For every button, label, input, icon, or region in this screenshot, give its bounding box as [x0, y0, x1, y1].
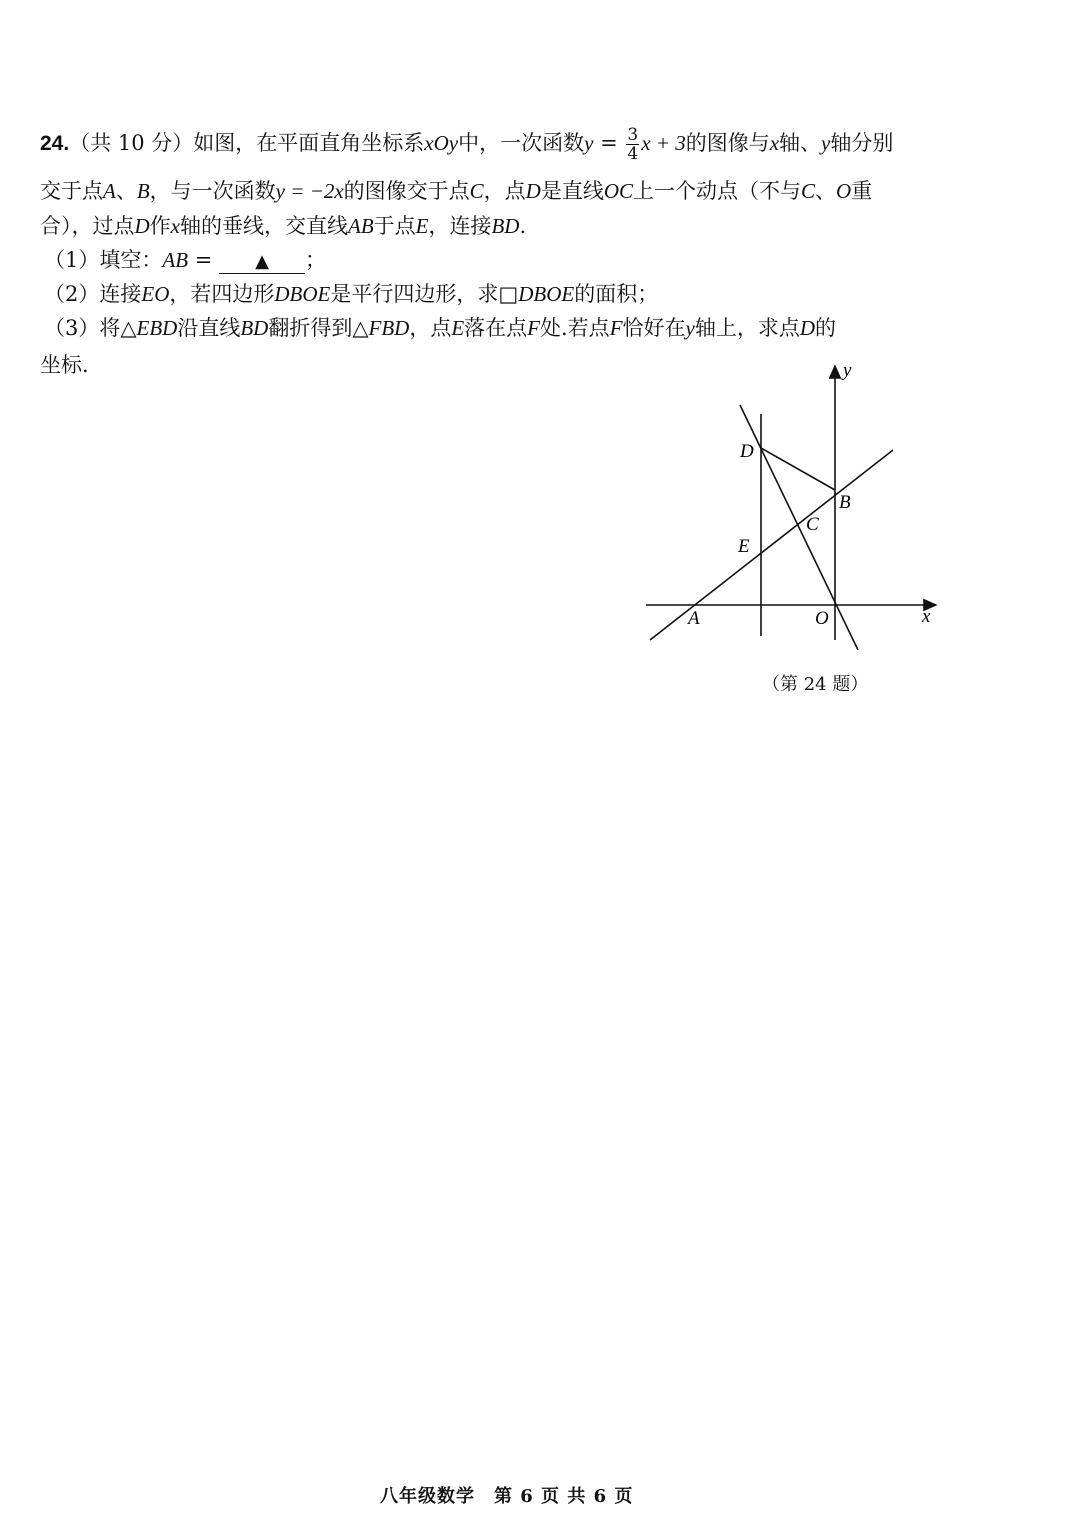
fraction-denominator: 4	[627, 144, 639, 164]
text: 的图像交于点	[343, 179, 470, 203]
expression-tail: x + 3	[641, 131, 686, 155]
label-E: E	[738, 536, 750, 557]
text: .	[519, 214, 527, 238]
question-line-2	[40, 176, 872, 206]
part-1	[44, 245, 326, 275]
label-x: x	[922, 606, 931, 627]
part-2	[44, 279, 658, 309]
text: 是平行四边形，求	[330, 282, 499, 306]
part-2-label: （2）连接	[44, 282, 142, 306]
text: 沿直线	[177, 316, 241, 340]
coordinate-figure	[640, 360, 950, 650]
equals: =	[593, 131, 625, 155]
part-3	[44, 313, 836, 343]
point-D: D	[525, 179, 541, 203]
text: 的面积；	[574, 282, 659, 306]
label-B: B	[839, 492, 851, 513]
label-C: C	[806, 514, 819, 535]
label-A: A	[688, 608, 700, 629]
text: 轴的垂线，交直线	[180, 214, 348, 238]
question-line-3	[40, 211, 526, 241]
point-F: F	[527, 316, 540, 340]
figure-caption: （第 24 题）	[762, 674, 869, 695]
text: 是直线	[540, 179, 604, 203]
part-3-continued	[40, 350, 89, 380]
line-OC: OC	[603, 179, 634, 203]
text: 坐标.	[40, 353, 89, 377]
text: 交于点	[40, 179, 103, 203]
point-D: D	[134, 214, 150, 238]
fraction	[626, 126, 639, 163]
text: 的图像与	[685, 131, 770, 155]
point-E: E	[415, 214, 429, 238]
part-1-label: （1）填空：	[44, 248, 163, 272]
text: 合），过点	[40, 214, 135, 238]
text: 落在点	[464, 316, 528, 340]
var-y: y	[584, 131, 594, 155]
line-AB	[650, 450, 893, 640]
answer-blank	[219, 249, 305, 274]
point-B: B	[136, 179, 150, 203]
text: 轴上，求点	[694, 316, 800, 340]
text: ，若四边形	[169, 282, 275, 306]
question-number: 24.	[40, 132, 70, 155]
text: 轴分别	[830, 131, 894, 155]
function-expression: y = −2x	[275, 179, 344, 203]
line-BD: BD	[240, 316, 269, 340]
text: ，点	[409, 316, 452, 340]
var-y: y	[685, 316, 695, 340]
segment-EO: EO	[141, 282, 170, 306]
segment-AB: AB	[162, 248, 189, 272]
quadrilateral-DBOE: DBOE	[518, 282, 575, 306]
triangle-FBD: △FBD	[352, 316, 410, 340]
text: 的	[815, 316, 837, 340]
var-x: x	[769, 131, 780, 155]
text: 上一个动点（不与	[633, 179, 802, 203]
text: 翻折得到	[268, 316, 353, 340]
part-3-label: （3）将	[44, 316, 121, 340]
point-A: A	[103, 179, 116, 203]
coordinate-system: xOy	[424, 131, 459, 155]
label-D: D	[740, 441, 754, 462]
point-D: D	[799, 316, 816, 340]
question-score: （共 10 分）	[69, 131, 194, 155]
text: 于点	[373, 214, 416, 238]
point-E: E	[451, 316, 465, 340]
quadrilateral-DBOE: DBOE	[274, 282, 331, 306]
text: 、	[115, 179, 137, 203]
fraction-numerator: 3	[627, 125, 639, 145]
text: 重	[851, 179, 873, 203]
var-x: x	[170, 214, 180, 238]
text: 处.若点	[540, 316, 610, 340]
text: ，连接	[428, 214, 492, 238]
text: 中，一次函数	[458, 131, 585, 155]
text: 轴、	[779, 131, 822, 155]
text: 如图，在平面直角坐标系	[193, 131, 425, 155]
text: ，点	[483, 179, 526, 203]
line-AB: AB	[348, 214, 374, 238]
point-F: F	[609, 316, 623, 340]
text: 作	[149, 214, 171, 238]
text: ，与一次函数	[149, 179, 276, 203]
text: ；	[304, 248, 326, 272]
point-C: C	[801, 179, 816, 203]
triangle-EBD: △EBD	[120, 316, 178, 340]
label-O: O	[815, 608, 829, 629]
text: 、	[815, 179, 837, 203]
point-C: C	[469, 179, 484, 203]
segment-BD: BD	[491, 214, 520, 238]
line-OC	[740, 405, 858, 650]
parallelogram-symbol: □	[498, 282, 519, 306]
triangle-marker-icon: ▲	[255, 251, 269, 272]
point-O: O	[836, 179, 852, 203]
text: 恰好在	[622, 316, 686, 340]
label-y: y	[843, 360, 852, 381]
question-line-1	[40, 126, 893, 163]
equals: =	[188, 248, 219, 272]
page-footer: 八年级数学 第 6 页 共 6 页	[380, 1486, 634, 1507]
segment-DB	[761, 448, 835, 490]
var-y: y	[821, 131, 831, 155]
